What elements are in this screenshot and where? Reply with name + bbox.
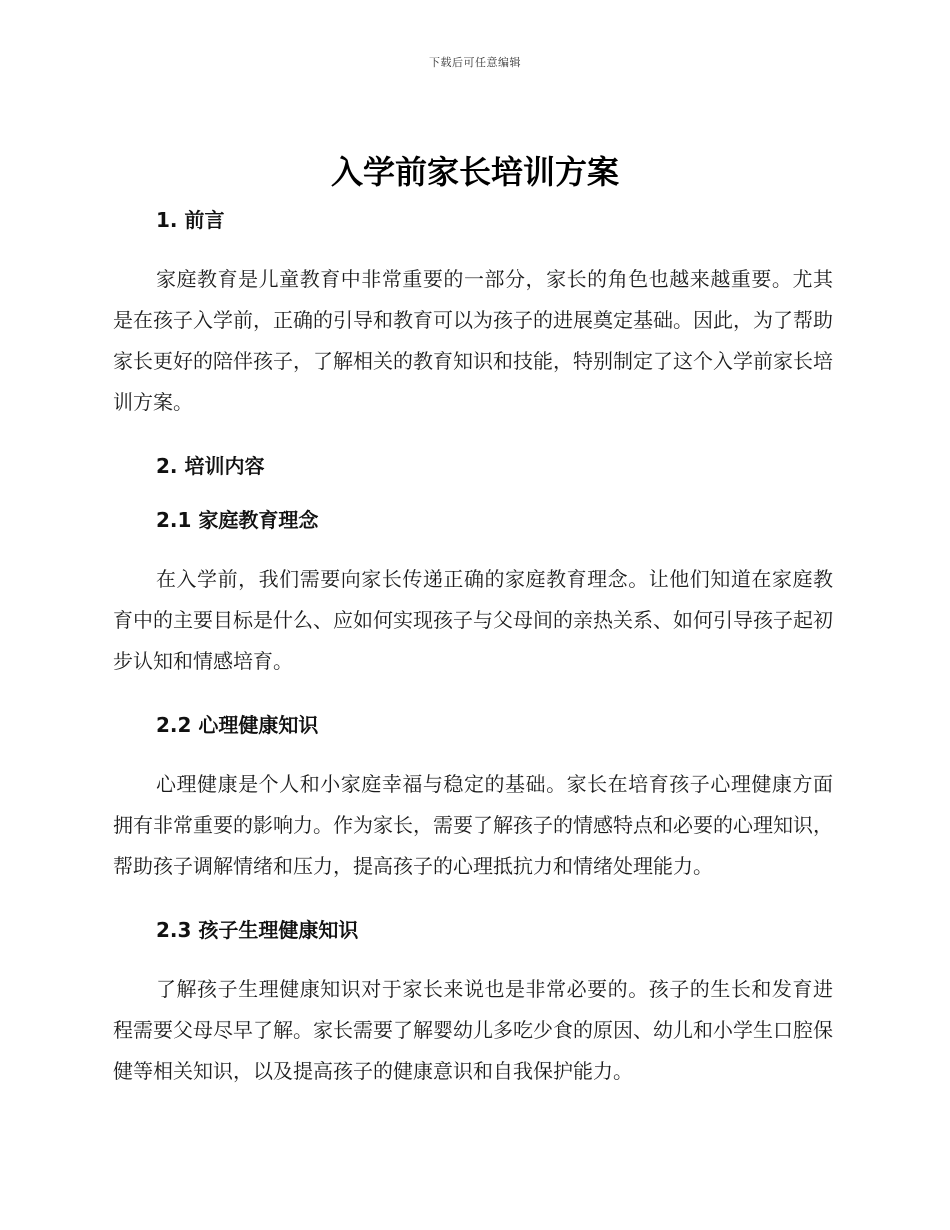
paragraph-family-education: 在入学前，我们需要向家长传递正确的家庭教育理念。让他们知道在家庭教育中的主要目标是什么、应如何实现孩子与父母间的亲热关系、如何引导孩子起初步认知和情感培育。 [113, 567, 833, 673]
header-note: 下载后可任意编辑 [429, 56, 521, 69]
paragraph-physical-health: 了解孩子生理健康知识对于家长来说也是非常必要的。孩子的生长和发育进程需要父母尽早了解。家长需要了解婴幼儿多吃少食的原因、幼儿和小学生口腔保健等相关知识，以及提高孩子的健康意识和自我保护能力。 [113, 977, 833, 1083]
section-heading-family-education: 2.1 家庭教育理念 [156, 508, 319, 532]
section-heading-training-content: 2. 培训内容 [156, 454, 265, 478]
document-title: 入学前家长培训方案 [330, 153, 619, 191]
paragraph-mental-health: 心理健康是个人和小家庭幸福与稳定的基础。家长在培育孩子心理健康方面拥有非常重要的影响力。作为家长，需要了解孩子的情感特点和必要的心理知识，帮助孩子调解情绪和压力，提高孩子的心理抵抗力和情绪处理能力。 [113, 772, 833, 878]
section-heading-mental-health: 2.2 心理健康知识 [156, 713, 319, 737]
document-body [113, 205, 833, 1092]
section-heading-preface: 1. 前言 [156, 208, 225, 232]
paragraph-preface: 家庭教育是儿童教育中非常重要的一部分，家长的角色也越来越重要。尤其是在孩子入学前，正确的引导和教育可以为孩子的进展奠定基础。因此，为了帮助家长更好的陪伴孩子，了解相关的教育知识和技能，特别制定了这个入学前家长培训方案。 [113, 267, 833, 414]
section-heading-physical-health: 2.3 孩子生理健康知识 [156, 918, 359, 942]
